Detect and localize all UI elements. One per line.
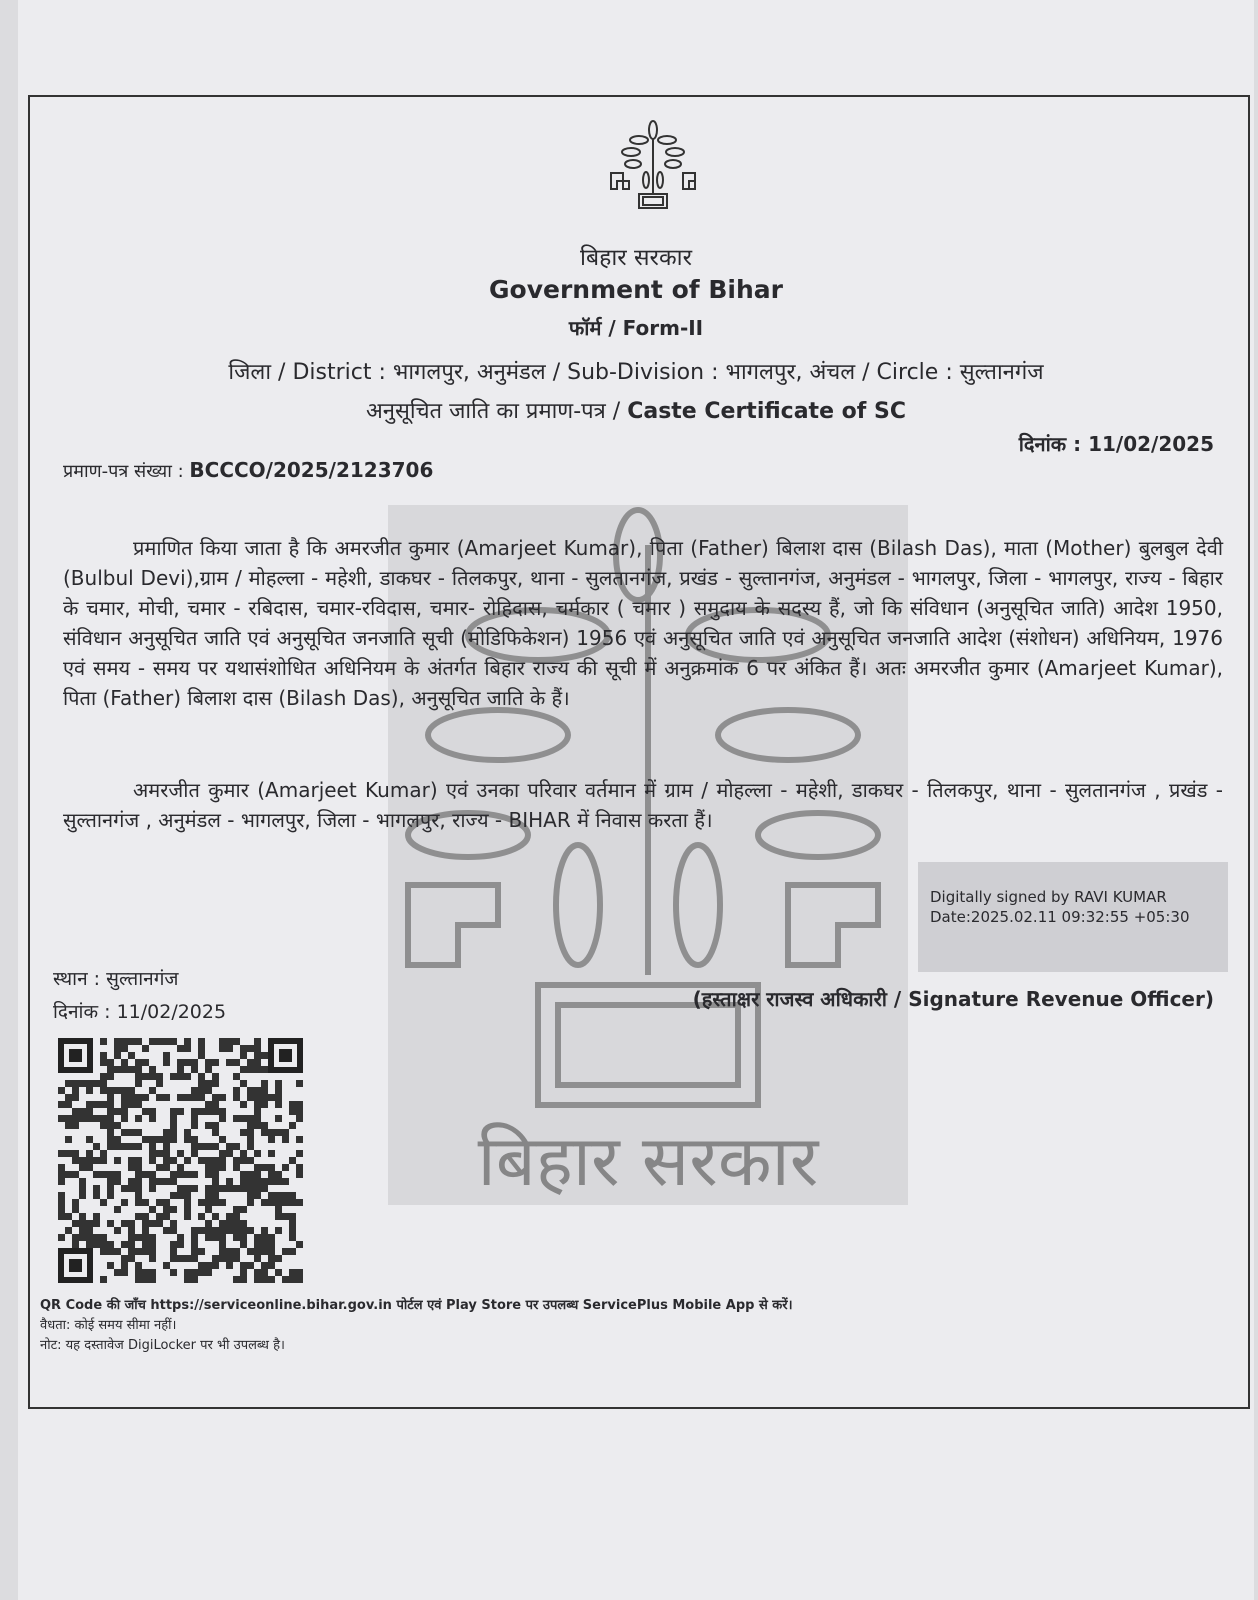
certificate-paper [18,0,1254,1600]
footer-validity: वैधता: कोई समय सीमा नहीं। [40,1318,177,1333]
watermark-text: बिहार सरकार [477,1120,819,1202]
bottom-date [53,998,226,1024]
certificate-title [18,395,1254,425]
place-value: सुल्तानगंज [106,968,179,990]
subdivision-label: अनुमंडल / Sub-Division : [476,360,719,385]
place-label: स्थान : [53,968,101,990]
issue-date-label: दिनांक : [1018,432,1082,456]
circle-label: अंचल / Circle : [809,360,953,385]
header-title-hindi: बिहार सरकार [580,245,692,271]
issue-date [1019,430,1214,457]
footer-digilocker-note: नोट: यह दस्तावेज DigiLocker पर भी उपलब्ध है। [40,1338,285,1353]
place [53,965,179,991]
certificate-title-hindi: अनुसूचित जाति का प्रमाण-पत्र / [366,399,621,424]
digital-signature-box [918,862,1228,972]
bottom-date-value: 11/02/2025 [116,1001,227,1023]
header-title-english: Government of Bihar [489,275,783,304]
form-label: फॉर्म / Form-II [568,316,704,340]
subdivision-value: भागलपुर, [725,360,803,385]
district-label: जिला / District : [228,360,386,385]
certificate-title-english: Caste Certificate of SC [627,399,906,424]
footer-qr-note: QR Code की जाँच https://serviceonline.bihar.gov.in पोर्टल एवं Play Store पर उपलब्ध ServicePlus Mobile App से करें। [40,1298,793,1313]
certificate-number-label: प्रमाण-पत्र संख्या : [63,461,184,482]
issue-date-value: 11/02/2025 [1088,432,1214,456]
digital-signature-name: Digitally signed by RAVI KUMAR [930,888,1167,906]
certificate-number [63,458,433,483]
certificate-body-paragraph-2: अमरजीत कुमार (Amarjeet Kumar) एवं उनका परिवार वर्तमान में ग्राम / मोहल्ला - महेशी, डाकघर - तिलकपुर, थाना - सुलतानगंज , प्रखंड - सुल्तानगंज , अनुमंडल - भागलपुर, जिला - भागलपुर, राज्य - BIHAR में निवास करता हैं। [63,778,1223,832]
district-line [18,356,1254,386]
signature-label: (हस्ताक्षर राजस्व अधिकारी / Signature Revenue Officer) [692,987,1214,1011]
district-value: भागलपुर, [392,360,470,385]
digital-signature-date: Date:2025.02.11 09:32:55 +05:30 [930,908,1190,926]
bottom-date-label: दिनांक : [53,1001,111,1023]
circle-value: सुल्तानगंज [959,360,1044,385]
certificate-number-value: BCCCO/2025/2123706 [189,458,434,482]
qr-code-icon [58,1038,303,1283]
bihar-emblem-icon [603,118,703,218]
digital-signature-text [930,887,1190,927]
certificate-body-paragraph-1: प्रमाणित किया जाता है कि अमरजीत कुमार (Amarjeet Kumar), पिता (Father) बिलाश दास (Bilash Das), माता (Mother) बुलबुल देवी (Bulbul Devi),ग्राम / मोहल्ला - महेशी, डाकघर - तिलकपुर, थाना - सुलतानगंज, प्रखंड - सुल्तानगंज, अनुमंडल - भागलपुर, जिला - भागलपुर, राज्य - बिहार के चमार, मोची, चमार - रबिदास, चमार-रविदास, चमार- रोहिदास, चर्मकार ( चमार ) समुदाय के सदस्य हैं, जो कि संविधान (अनुसूचित जाति) आदेश 1950, संविधान अनुसूचित जाति एवं अनुसूचित जनजाति सूची (मोडिफिकेशन) 1956 एवं अनुसूचित जाति एवं अनुसूचित जनजाति आदेश (संशोधन) अधिनियम, 1976 एवं समय - समय पर यथासंशोधित अधिनियम के अंतर्गत बिहार राज्य की सूची में अनुक्रमांक 6 पर अंकित हैं। अतः अमरजीत कुमार (Amarjeet Kumar), पिता (Father) बिलाश दास (Bilash Das), अनुसूचित जाति के हैं। [63,536,1223,710]
